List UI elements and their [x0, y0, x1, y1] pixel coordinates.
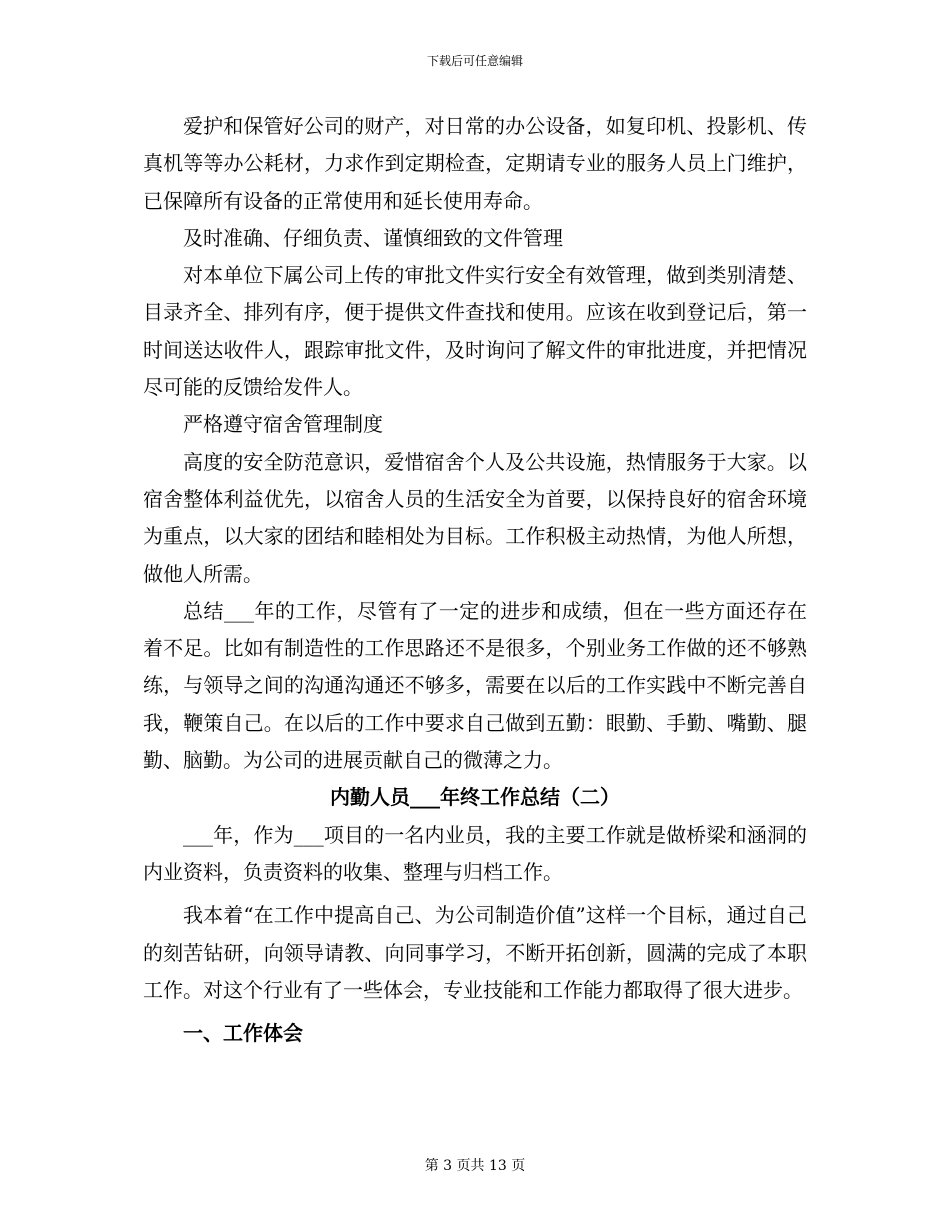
page-header: 下载后可任意编辑 [426, 54, 523, 68]
document-body [143, 108, 807, 1052]
paragraph-goal: 我本着“在工作中提高自己、为公司制造价值”这样一个目标，通过自己的刻苦钻研，向领导请教、向同事学习，不断开拓创新，圆满的完成了本职工作。对这个行业有了一些体会，专业技能和工作能力都取得了很大进步。 [143, 903, 807, 1002]
paragraph-dormitory-heading: 严格遵守宿舍管理制度 [183, 412, 383, 437]
paragraph-dormitory: 高度的安全防范意识，爱惜宿舍个人及公共设施，热情服务于大家。以宿舍整体利益优先，以宿舍人员的生活安全为首要，以保持良好的宿舍环境为重点，以大家的团结和睦相处为目标。工作积极主动热情，为他人所想，做他人所需。 [143, 449, 807, 586]
paragraph-summary: 总结___年的工作，尽管有了一定的进步和成绩，但在一些方面还存在着不足。比如有制造性的工作思路还不是很多，个别业务工作做的还不够熟练，与领导之间的沟通沟通还不够多，需要在以后的工作实践中不断完善自我，鞭策自己。在以后的工作中要求自己做到五勤：眼勤、手勤、嘴勤、腿勤、脑勤。为公司的进展贡献自己的微薄之力。 [143, 598, 807, 773]
section-title: 内勤人员___年终工作总结（二） [330, 785, 620, 810]
paragraph-role-intro: ___年，作为___项目的一名内业员，我的主要工作就是做桥梁和涵洞的内业资料，负责资料的收集、整理与归档工作。 [143, 822, 807, 884]
paragraph-file-management-heading: 及时准确、仔细负责、谨慎细致的文件管理 [183, 225, 563, 250]
paragraph-file-management: 对本单位下属公司上传的审批文件实行安全有效管理，做到类别清楚、目录齐全、排列有序，便于提供文件查找和使用。应该在收到登记后，第一时间送达收件人，跟踪审批文件，及时询问了解文件的审批进度，并把情况尽可能的反馈给发件人。 [143, 263, 807, 400]
paragraph-property-care: 爱护和保管好公司的财产，对日常的办公设备，如复印机、投影机、传真机等等办公耗材，力求作到定期检查，定期请专业的服务人员上门维护，已保障所有设备的正常使用和延长使用寿命。 [143, 114, 807, 213]
subheading-work-experience: 一、工作体会 [183, 1021, 303, 1046]
page-footer: 第 3 页共 13 页 [424, 1158, 526, 1174]
